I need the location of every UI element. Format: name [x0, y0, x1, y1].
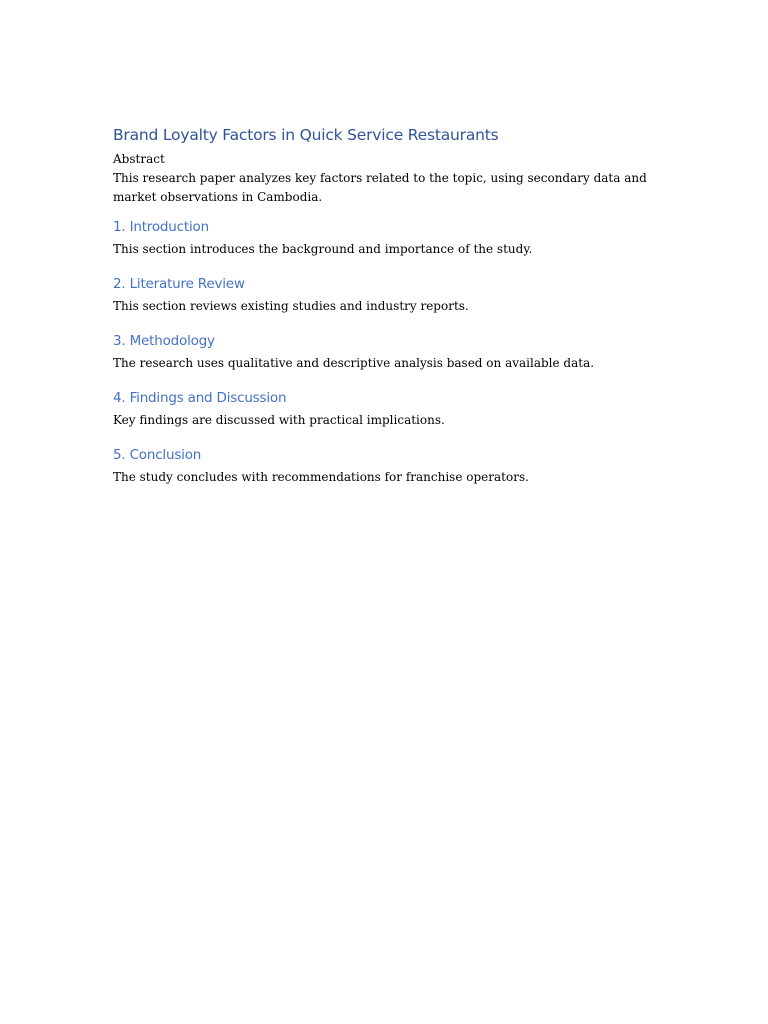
- section-methodology: [113, 331, 653, 373]
- section-body: The research uses qualitative and descriptive analysis based on available data.: [113, 356, 595, 370]
- section-literature-review: [113, 274, 653, 316]
- document-body: [113, 124, 653, 502]
- section-heading: 4. Findings and Discussion: [113, 390, 287, 406]
- section-body: This section introduces the background and importance of the study.: [113, 242, 533, 256]
- section-heading: 2. Literature Review: [113, 276, 245, 292]
- abstract-label: Abstract: [113, 152, 165, 166]
- document-title: Brand Loyalty Factors in Quick Service Restaurants: [113, 126, 499, 144]
- section-body: This section reviews existing studies and industry reports.: [113, 299, 469, 313]
- section-heading: 1. Introduction: [113, 219, 209, 235]
- section-introduction: [113, 217, 653, 259]
- section-conclusion: [113, 445, 653, 487]
- section-findings-discussion: [113, 388, 653, 430]
- section-heading: 3. Methodology: [113, 333, 215, 349]
- abstract-text: This research paper analyzes key factors related to the topic, using secondary data and market observations in Cambodia.: [113, 171, 647, 204]
- section-body: Key findings are discussed with practical implications.: [113, 413, 445, 427]
- section-heading: 5. Conclusion: [113, 447, 202, 463]
- section-body: The study concludes with recommendations for franchise operators.: [113, 470, 529, 484]
